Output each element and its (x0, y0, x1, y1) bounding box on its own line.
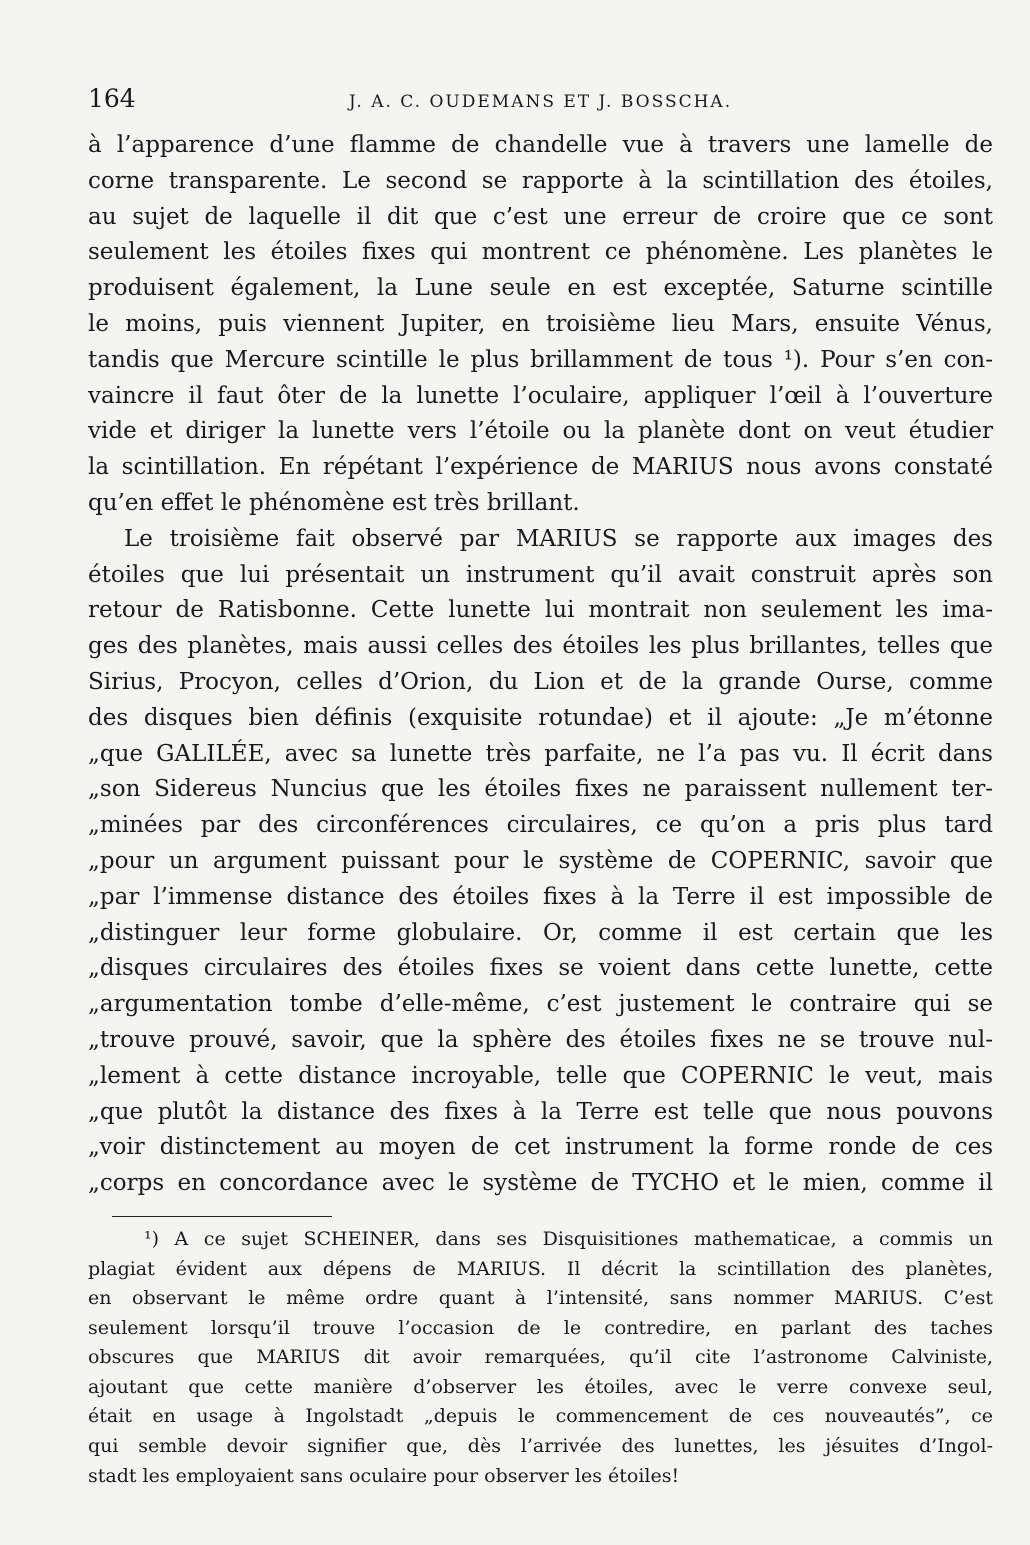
footnote-rule (112, 1216, 332, 1217)
text-line: „corps en concordance avec le système de TYCHO et le mien, comme il (88, 1170, 993, 1197)
text-line: le moins, puis viennent Jupiter, en troisième lieu Mars, ensuite Vénus, (88, 310, 993, 337)
text-line: Sirius, Procyon, celles d’Orion, du Lion et de la grande Ourse, comme (88, 668, 993, 695)
footnote-line: en observant le même ordre quant à l’intensité, sans nommer MARIUS. C’est (88, 1287, 993, 1310)
text-line: „lement à cette distance incroyable, telle que COPERNIC le veut, mais (88, 1062, 993, 1089)
footnote-line: seulement lorsqu’il trouve l’occasion de le contredire, en parlant des taches (88, 1316, 993, 1339)
text-line: au sujet de laquelle il dit que c’est une erreur de croire que ce sont (88, 203, 993, 230)
page-number: 164 (88, 84, 136, 113)
text-line: „distinguer leur forme globulaire. Or, comme il est certain que les (88, 919, 993, 946)
text-line: „minées par des circonférences circulaires, ce qu’on a pris plus tard (88, 812, 993, 839)
text-line: étoiles que lui présentait un instrument qu’il avait construit après son (88, 561, 993, 588)
running-head: J. A. C. OUDEMANS ET J. BOSSCHA. (348, 92, 733, 112)
text-line: „trouve prouvé, savoir, que la sphère des étoiles fixes ne se trouve nul- (88, 1026, 993, 1053)
text-line: „que plutôt la distance des fixes à la Terre est telle que nous pouvons (88, 1098, 993, 1125)
text-line: corne transparente. Le second se rapporte à la scintillation des étoiles, (88, 167, 993, 194)
text-line: „voir distinctement au moyen de cet instrument la forme ronde de ces (88, 1134, 993, 1161)
text-line: vide et diriger la lunette vers l’étoile ou la planète dont on veut étudier (88, 418, 993, 445)
text-line: la scintillation. En répétant l’expérience de MARIUS nous avons constaté (88, 454, 993, 481)
text-line: seulement les étoiles fixes qui montrent ce phénomène. Les planètes le (88, 239, 993, 266)
paragraph-2 (88, 522, 993, 1202)
text-line: „argumentation tombe d’elle-même, c’est justement le contraire qui se (88, 991, 993, 1018)
text-line: à l’apparence d’une flamme de chandelle vue à travers une lamelle de (88, 132, 993, 158)
footnote-line: obscures que MARIUS dit avoir remarquées, qu’il cite l’astronome Calviniste, (88, 1346, 993, 1369)
book-page (88, 84, 993, 1491)
page-header (88, 84, 993, 120)
text-line: „pour un argument puissant pour le système de COPERNIC, savoir que (88, 847, 993, 874)
text-line: „son Sidereus Nuncius que les étoiles fixes ne paraissent nullement ter- (88, 776, 993, 803)
footnote-line: stadt les employaient sans oculaire pour observer les étoiles! (88, 1464, 680, 1487)
footnote-line: ¹) A ce sujet SCHEINER, dans ses Disquisitiones mathematicae, a commis un (144, 1227, 993, 1250)
footnote-line: qui semble devoir signifier que, dès l’arrivée des lunettes, les jésuites d’Ingol- (88, 1435, 993, 1458)
text-line: vaincre il faut ôter de la lunette l’oculaire, appliquer l’œil à l’ouverture (88, 382, 993, 409)
paragraph-1 (88, 128, 993, 522)
text-line: tandis que Mercure scintille le plus brillamment de tous ¹). Pour s’en con- (88, 346, 993, 373)
text-line: Le troisième fait observé par MARIUS se rapporte aux images des (124, 525, 993, 552)
main-text (88, 128, 993, 1202)
text-line: ges des planètes, mais aussi celles des étoiles les plus brillantes, telles que (88, 633, 993, 660)
footnote-line: ajoutant que cette manière d’observer les étoiles, avec le verre convexe seul, (88, 1375, 993, 1398)
footnote-line: plagiat évident aux dépens de MARIUS. Il décrit la scintillation des planètes, (88, 1257, 993, 1280)
text-line: „par l’immense distance des étoiles fixes à la Terre il est impossible de (88, 883, 993, 910)
text-line: retour de Ratisbonne. Cette lunette lui montrait non seulement les ima- (88, 597, 993, 624)
footnote (88, 1225, 993, 1491)
text-line: des disques bien définis (exquisite rotundae) et il ajoute: „Je m’étonne (88, 704, 993, 731)
text-line: qu’en effet le phénomène est très brillant. (88, 489, 580, 516)
text-line: „que GALILÉE, avec sa lunette très parfaite, ne l’a pas vu. Il écrit dans (88, 740, 993, 767)
footnote-line: était en usage à Ingolstadt „depuis le commencement de ces nouveautés”, ce (88, 1405, 993, 1428)
text-line: „disques circulaires des étoiles fixes se voient dans cette lunette, cette (88, 955, 993, 982)
text-line: produisent également, la Lune seule en est exceptée, Saturne scintille (88, 275, 993, 302)
